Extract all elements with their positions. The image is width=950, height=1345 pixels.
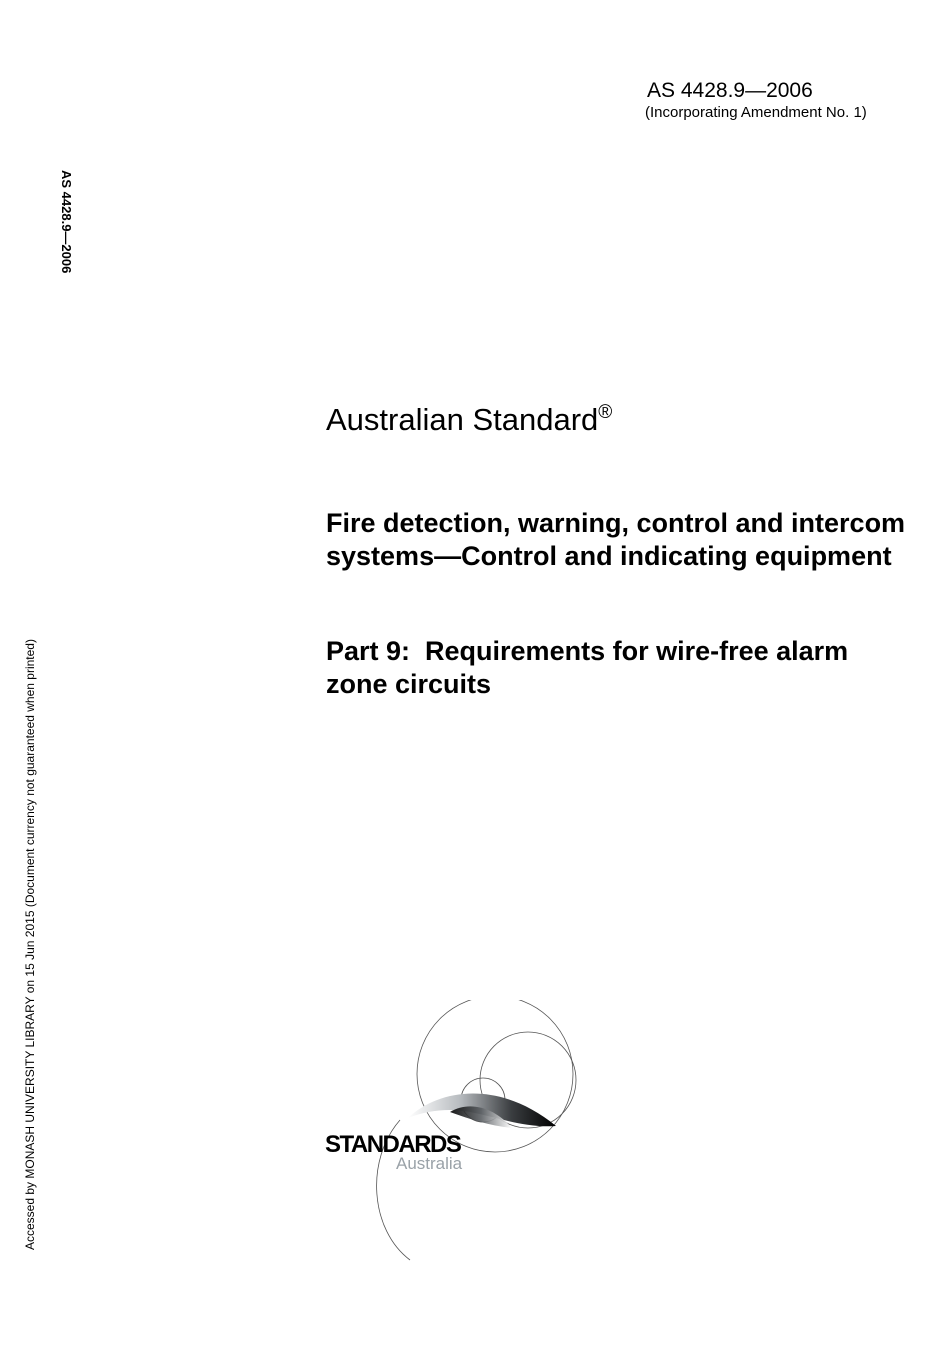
series-title xyxy=(326,400,612,440)
standard-number: AS 4428.9—2006 xyxy=(647,79,813,102)
access-note: Accessed by MONASH UNIVERSITY LIBRARY on 15 Jun 2015 (Document currency not guaranteed when printed) xyxy=(23,639,37,1250)
logo-wordmark-australia: Australia xyxy=(396,1154,463,1173)
part-title: Part 9: Requirements for wire-free alarm zone circuits xyxy=(326,636,849,699)
logo-wordmark-standards: STANDARDS xyxy=(325,1131,461,1158)
logo-graphic xyxy=(300,1000,600,1270)
amendment-note: (Incorporating Amendment No. 1) xyxy=(645,104,867,121)
main-title: Fire detection, warning, control and intercom systems—Control and indicating equipment xyxy=(326,508,906,571)
registered-mark: ® xyxy=(598,402,613,423)
standards-australia-logo xyxy=(300,1000,600,1270)
logo-ring-large xyxy=(417,1000,573,1152)
spine-standard-number: AS 4428.9—2006 xyxy=(59,170,74,274)
series-title-text: Australian Standard xyxy=(326,402,599,437)
